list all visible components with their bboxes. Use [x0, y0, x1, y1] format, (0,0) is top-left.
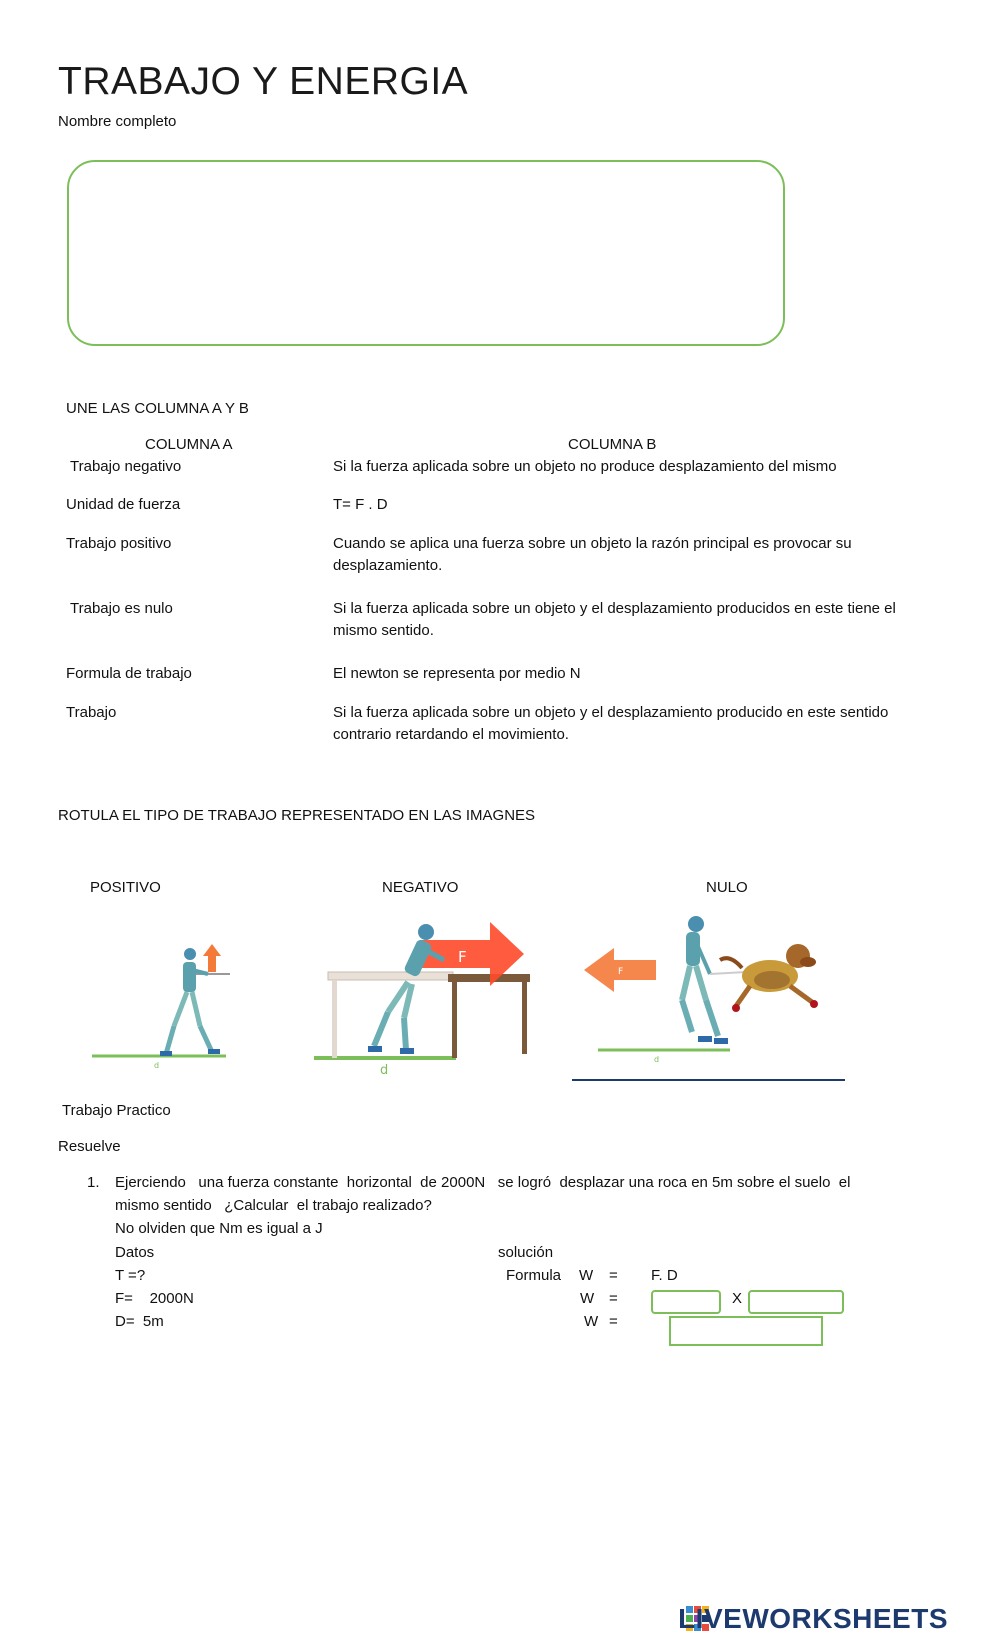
data-t: T =?: [115, 1267, 146, 1284]
col-b-item[interactable]: Si la fuerza aplicada sobre un objeto y el desplazamiento producido en este sentido contrario retardando el movimiento.: [333, 704, 889, 743]
liveworksheets-logo: LIVEWORKSHEETS: [678, 1603, 948, 1634]
figure-null-work: [570, 912, 845, 1087]
col-b-item[interactable]: El newton se representa por medio N: [333, 665, 581, 682]
w-symbol: W: [580, 1290, 595, 1307]
problem-line-2: mismo sentido ¿Calcular el trabajo realizado?: [115, 1197, 432, 1214]
w-symbol: W: [584, 1313, 599, 1330]
col-a-item[interactable]: Formula de trabajo: [66, 665, 192, 682]
practice-title: Trabajo Practico: [62, 1102, 171, 1119]
w-symbol: W: [579, 1267, 594, 1284]
col-a-item[interactable]: Trabajo: [66, 704, 117, 721]
formula-text: F. D: [651, 1267, 678, 1284]
distance-value-input[interactable]: [748, 1290, 844, 1314]
col-b-item[interactable]: Si la fuerza aplicada sobre un objeto y el desplazamiento producidos en este tiene el mismo sentido.: [333, 600, 896, 639]
col-b-item[interactable]: Cuando se aplica una fuerza sobre un objeto la razón principal es provocar su desplazamiento.: [333, 535, 852, 574]
figure-negative-work: [310, 914, 535, 1079]
col-b-item[interactable]: Si la fuerza aplicada sobre un objeto no produce desplazamiento del mismo: [333, 458, 837, 475]
force-value-input[interactable]: [651, 1290, 721, 1314]
col-a-item[interactable]: Unidad de fuerza: [66, 496, 181, 513]
label-positive[interactable]: POSITIVO: [90, 879, 161, 896]
data-header: Datos: [115, 1244, 155, 1261]
col-b-item[interactable]: T= F . D: [333, 496, 388, 513]
match-instruction: UNE LAS COLUMNA A Y B: [66, 400, 249, 417]
equals-sign: =: [609, 1267, 618, 1284]
name-label: Nombre completo: [58, 113, 177, 130]
label-null[interactable]: NULO: [706, 879, 748, 896]
disp-mark: d: [654, 1055, 660, 1064]
figure-positive-work: [88, 930, 238, 1070]
formula-label: Formula: [506, 1267, 562, 1284]
col-a-item[interactable]: Trabajo es nulo: [70, 600, 173, 617]
page-title: TRABAJO Y ENERGIA: [58, 60, 469, 103]
data-d: D= 5m: [115, 1313, 164, 1330]
data-f: F= 2000N: [115, 1290, 194, 1307]
result-input[interactable]: [669, 1316, 823, 1346]
label-negative[interactable]: NEGATIVO: [382, 879, 459, 896]
col-a-item[interactable]: Trabajo positivo: [66, 535, 172, 552]
label-instruction: ROTULA EL TIPO DE TRABAJO REPRESENTADO EN LAS IMAGNES: [58, 807, 536, 824]
col-a-item[interactable]: Trabajo negativo: [70, 458, 182, 475]
times-sign: X: [732, 1290, 743, 1307]
force-mark: F: [458, 948, 467, 966]
resolve-label: Resuelve: [58, 1138, 121, 1155]
problem-line-1: Ejerciendo una fuerza constante horizontal de 2000N se logró desplazar una roca en 5m sobre el suelo el: [115, 1174, 851, 1191]
force-mark: F: [618, 967, 624, 977]
column-a-header: COLUMNA A: [145, 436, 233, 453]
column-b-header: COLUMNA B: [568, 436, 657, 453]
solution-header: solución: [498, 1244, 554, 1261]
equals-sign: =: [609, 1290, 618, 1307]
problem-note: No olviden que Nm es igual a J: [115, 1220, 323, 1237]
problem-number: 1.: [87, 1174, 100, 1191]
equals-sign: =: [609, 1313, 618, 1330]
disp-mark: d: [380, 1063, 389, 1078]
name-input[interactable]: [67, 160, 785, 346]
disp-mark: d: [154, 1061, 160, 1070]
